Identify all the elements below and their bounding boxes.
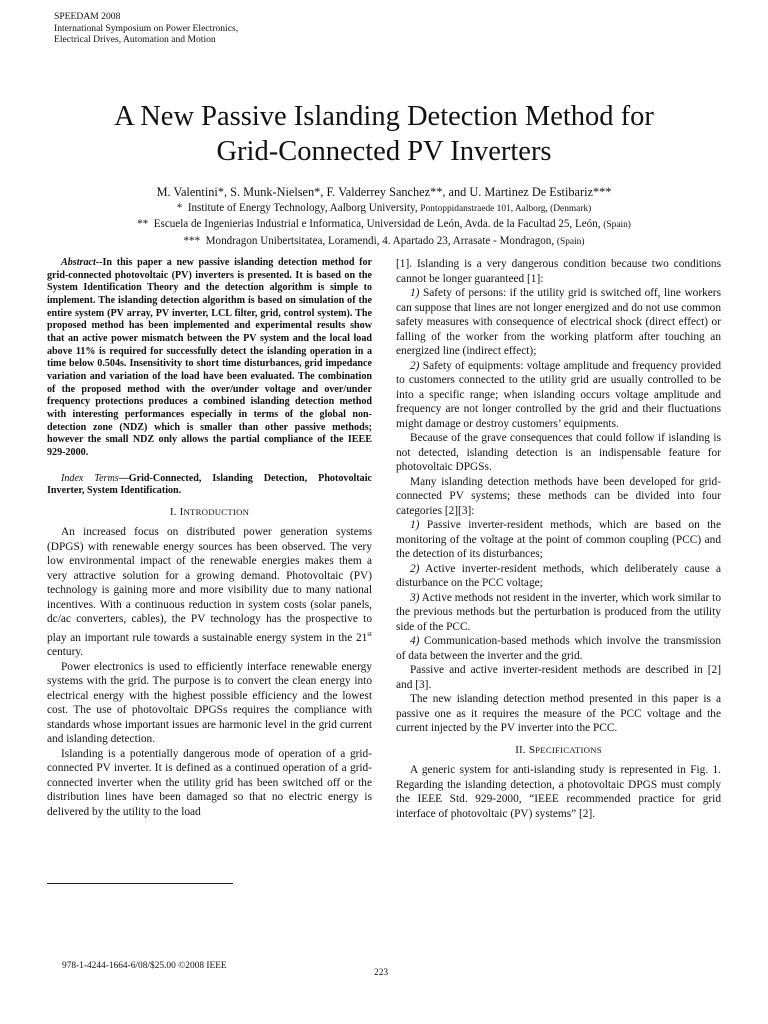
affiliation-1	[40, 201, 728, 217]
affiliation-text: Mondragon Unibertsitatea, Loramendi, 4. Apartado 23, Arrasate - Mondragon,	[205, 234, 555, 247]
section-numeral: I.	[169, 505, 180, 518]
affiliation-address: (Spain)	[603, 220, 631, 231]
abstract-label: Abstract	[61, 257, 96, 268]
section-rest: NTRODUCTION	[183, 506, 250, 517]
list-item-category-3	[396, 591, 721, 635]
affiliation-marker: *	[176, 202, 183, 214]
index-terms-text: —Grid-Connected, Islanding Detection, Photovoltaic Inverter, System Identification.	[47, 472, 372, 497]
right-column	[396, 257, 721, 821]
conference-subtitle-line-1: International Symposium on Power Electronics,	[54, 22, 239, 34]
superscript: st	[367, 629, 372, 638]
affiliation-text: Escuela de Ingenierias Industrial e Informatica, Universidad de León, Avda. de la Facultad 25, León,	[153, 218, 601, 231]
intro-paragraph-2: Power electronics is used to efficiently interface renewable energy systems with the grid. The purpose is to convert the clean energy into electrical energy with the highest possible efficiency and the lowest cost. The use of photovoltaic DPGSs requires the compliance with standards whose important issues are harmonic level in the grid current and islanding detection.	[47, 660, 372, 746]
list-item-category-2	[396, 562, 721, 591]
abstract	[47, 257, 372, 460]
conference-subtitle-line-2: Electrical Drives, Automation and Motion	[54, 34, 216, 46]
list-item-text: Active methods not resident in the inverter, which work similar to the previous methods but the perturbation is produced from the utility side of the PCC.	[396, 591, 721, 633]
list-item-text: Active inverter-resident methods, which deliberately cause a disturbance on the PCC voltage;	[396, 562, 721, 589]
list-item-safety-persons	[396, 286, 721, 359]
list-item-safety-equipments	[396, 359, 721, 432]
paper-title-line-1: A New Passive Islanding Detection Method for	[114, 101, 654, 132]
page-number: 223	[374, 968, 389, 978]
right-paragraph-6: A generic system for anti-islanding study is represented in Fig. 1. Regarding the islanding detection, a photovoltaic DPGS must comply the IEEE Std. 929-2000, “IEEE recommended practice for grid interface of photovoltaic (PV) systems” [2].	[396, 764, 721, 820]
conference-header	[54, 11, 238, 46]
footnote-rule	[47, 883, 233, 884]
list-item-number: 4)	[410, 635, 420, 647]
affiliation-text: Institute of Energy Technology, Aalborg University,	[187, 202, 418, 214]
right-paragraph-4: Passive and active inverter-resident methods are described in [2] and [3].	[396, 664, 721, 691]
section-initial: S	[528, 743, 536, 756]
affiliation-2	[40, 217, 728, 233]
affiliation-address: (Spain)	[556, 236, 585, 247]
paper-title	[40, 99, 728, 169]
author-list: M. Valentini*, S. Munk-Nielsen*, F. Valderrey Sanchez**, and U. Martinez De Estibariz***	[156, 185, 612, 199]
section-initial: I	[179, 505, 184, 518]
paper-title-line-2: Grid-Connected PV Inverters	[216, 136, 552, 167]
affiliation-address: Pontoppidanstraede 101, Aalborg, (Denmark)	[420, 204, 592, 214]
intro-paragraph-1-end: century.	[47, 646, 84, 659]
list-item-number: 1)	[410, 287, 420, 299]
list-item-text: Communication-based methods which involve the transmission of data between the inverter and the grid.	[396, 635, 721, 662]
list-item-category-1	[396, 518, 721, 562]
right-paragraph-1: [1]. Islanding is a very dangerous condition because two conditions cannot be longer guaranteed [1]:	[396, 258, 721, 285]
intro-paragraph-1	[47, 525, 372, 659]
section-heading-introduction	[47, 505, 372, 520]
affiliations	[40, 201, 728, 250]
list-item-number: 2)	[410, 359, 420, 372]
abstract-text: --In this paper a new passive islanding detection method for grid-connected photovoltaic (PV) inverters is presented. It is based on the System Identification Theory and the detection algorithm is simple to implement. The islanding detection algorithm is based on simulation of the entire system (PV array, PV inverter, LCL filter, grid, control system). The proposed method has been implemented and experimental results show that an active power mismatch between the PV system and the local load above 11% is required for successfully detect the islanding operation in a time below 0.504s. Insensitivity to short time disturbances, grid impedance variation and variation of the load have been evaluated. The combination of the proposed method with the over/under voltage and over/under frequency protections produces a combined islanding detection method with interesting performances especially in terms of the global non-detection zone (NDZ) which is smaller than other passive methods; however the small NDZ only allows the partial compliance of the IEEE 929-2000.	[47, 257, 372, 458]
list-item-text: Safety of equipments: voltage amplitude and frequency provided to customers connected to the utility grid are usually controlled to be into a specific range; when islanding occurs voltage amplitude and frequency are not longer controlled by the grid and their fluctuations might damage or destroy customers’ equipments.	[396, 359, 721, 430]
list-item-number: 3)	[410, 591, 420, 604]
intro-paragraph-3: Islanding is a potentially dangerous mode of operation of a grid-connected PV inverter. It is defined as a continued operation of a grid-connected inverter when the utility grid has been switched off or the distribution lines have been damaged so that no electric energy is delivered by the utility to the load	[47, 747, 372, 818]
affiliation-marker: ***	[183, 234, 201, 247]
affiliation-3	[40, 234, 728, 250]
right-paragraph-5: The new islanding detection method presented in this paper is a passive one as it requires the measure of the PCC voltage and the current injected by the PV inverter into the PCC.	[396, 693, 721, 734]
list-item-text: Passive inverter-resident methods, which are based on the monitoring of the voltage at the point of common coupling (PCC) and the detection of its disturbances;	[396, 519, 721, 560]
affiliation-marker: **	[137, 218, 149, 231]
list-item-category-4	[396, 634, 721, 663]
index-terms	[47, 473, 372, 498]
index-terms-label: Index Terms	[61, 472, 119, 484]
section-heading-specifications	[396, 743, 721, 758]
section-numeral: II.	[515, 743, 529, 756]
copyright-notice: 978-1-4244-1664-6/08/$25.00 ©2008 IEEE	[62, 961, 227, 971]
conference-name: SPEEDAM 2008	[54, 11, 121, 22]
intro-paragraph-1-text: An increased focus on distributed power generation systems (DPGS) with renewable energy sources has been observed. The very low environmental impact of the renewable energies makes them a very attractive solution for a growing demand. Photovoltaic (PV) technology is gaining more and more visibility due to many national incentives. With a continuous reduction in system costs (solar panels, dc/ac converters, cables), the PV technology has the prospective to play an important rule towards a sustainable energy system in the 21	[47, 526, 372, 644]
section-rest: PECIFICATIONS	[535, 744, 602, 755]
right-paragraph-2: Because of the grave consequences that could follow if islanding is not detected, islanding detection is an indispensable feature for photovoltaic DPGSs.	[396, 432, 721, 473]
list-item-text: Safety of persons: if the utility grid is switched off, line workers can suppose that lines are not longer energized and do not use common safety measures with consequence of electrical shock (direct effect) or falling of the worker from the working platform after touching an energized line (indirect effect);	[396, 287, 721, 357]
list-item-number: 1)	[410, 519, 420, 531]
right-paragraph-3: Many islanding detection methods have been developed for grid-connected PV systems; these methods can be divided into four categories [2][3]:	[396, 475, 721, 517]
left-column	[47, 257, 372, 819]
list-item-number: 2)	[410, 562, 420, 575]
